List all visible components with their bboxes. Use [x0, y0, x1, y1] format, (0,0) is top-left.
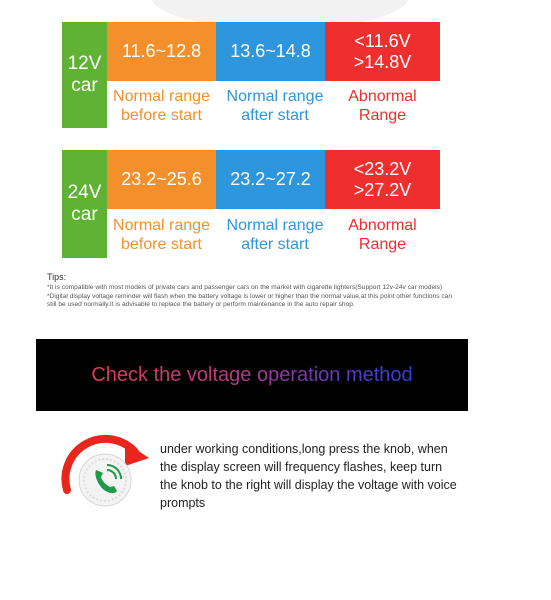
car-24v-after-range	[216, 150, 325, 209]
car-24v-after-caption	[216, 211, 334, 258]
car-24v-abnormal-range	[325, 150, 440, 209]
caption-line: Range	[358, 106, 407, 124]
car-24v-abnormal-high: >27.2V	[353, 179, 412, 200]
car-24v-before-value: 23.2~25.6	[121, 169, 202, 189]
car-24v-voltage: 24V	[67, 182, 102, 203]
car-12v-before-range	[107, 22, 216, 81]
operation-method-banner	[36, 339, 468, 411]
car-24v-abnormal-low: <23.2V	[353, 158, 412, 179]
car-12v-before-caption	[107, 83, 216, 128]
banner-title: Check the voltage operation method	[91, 363, 413, 386]
tips-title: Tips:	[47, 272, 67, 282]
car-12v-abnormal-low: <11.6V	[354, 30, 411, 51]
caption-line: before start	[121, 106, 202, 124]
car-24v-car: car	[71, 204, 98, 225]
caption-line: before start	[121, 235, 202, 253]
caption-line: Abnormal	[348, 87, 417, 105]
car-12v-after-caption	[216, 83, 334, 128]
car-12v-abnormal-range	[325, 22, 440, 81]
caption-line: Normal range	[226, 216, 324, 234]
caption-line: Normal range	[226, 87, 324, 105]
caption-line: Normal range	[113, 87, 210, 105]
tips-line-compatibility: *It is compatible with most models of private cars and passenger cars on the market with cigarette lighters(Support 12v-24v car models)	[47, 284, 443, 291]
car-24v-after-value: 23.2~27.2	[230, 169, 311, 189]
car-24v-before-range	[107, 150, 216, 209]
caption-line: Range	[358, 235, 407, 253]
phone-knob-icon	[77, 452, 133, 508]
car-12v-abnormal-high: >14.8V	[353, 51, 412, 72]
car-12v-abnormal-caption	[325, 83, 440, 128]
tips-line-display-warning: *Digital display voltage reminder will flash when the battery voltage is lower or higher than the normal value,at this point other functions can still be used normally.It is advisable to replace the battery or perform maintenance in the auto repair shop.	[47, 292, 453, 309]
car-12v-before-value: 11.6~12.8	[121, 41, 202, 61]
caption-line: after start	[241, 106, 309, 124]
car-12v-car: car	[71, 75, 98, 96]
car-12v-voltage: 12V	[67, 53, 102, 74]
knob-illustration	[55, 428, 155, 528]
instruction-text: under working conditions,long press the knob, when the display screen will frequency flashes, keep turn the knob to the right will display the voltage with voice prompts	[160, 442, 457, 510]
caption-line: Abnormal	[348, 216, 417, 234]
caption-line: Normal range	[113, 216, 210, 234]
car-12v-label	[62, 22, 107, 128]
car-12v-after-value: 13.6~14.8	[230, 41, 311, 61]
tips-section	[47, 272, 462, 310]
car-12v-after-range	[216, 22, 325, 81]
caption-line: after start	[241, 235, 309, 253]
car-24v-before-caption	[107, 211, 216, 258]
car-24v-label	[62, 150, 107, 258]
car-24v-abnormal-caption	[325, 211, 440, 258]
